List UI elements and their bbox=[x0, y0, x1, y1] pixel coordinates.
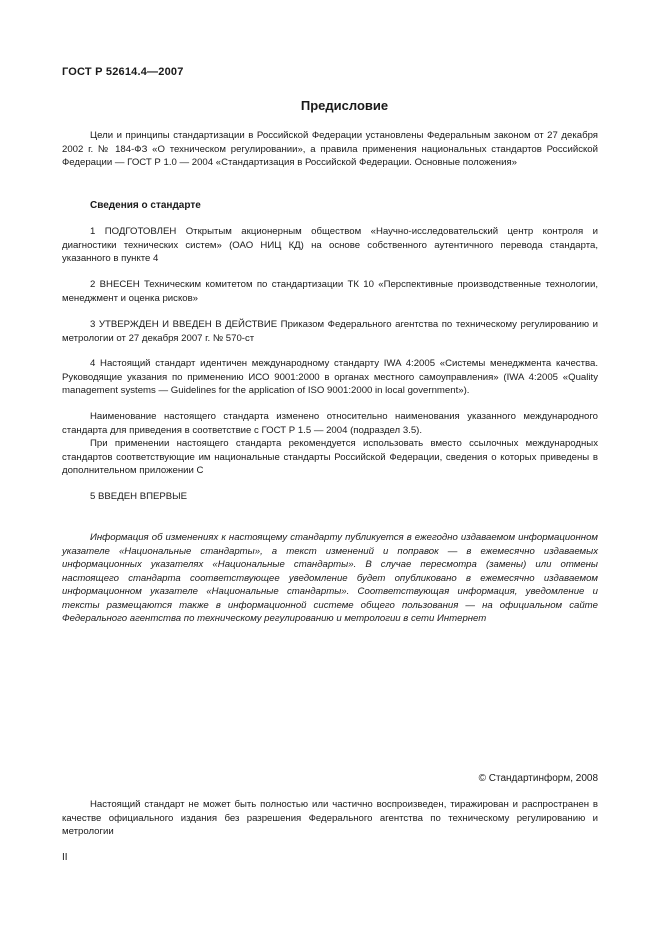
item-4: 4 Настоящий стандарт идентичен международному стандарту IWA 4:2005 «Системы менеджмента качества. Руководящие указания по применению ИСО 9001:2000 в органах местного самоуправления» (IWA 4:2005 «Quality management systems — Guidelines for the application of ISO 9001:2000 in local government»). bbox=[62, 358, 598, 396]
copyright: © Стандартинформ, 2008 bbox=[478, 773, 598, 784]
item-3: 3 УТВЕРЖДЕН И ВВЕДЕН В ДЕЙСТВИЕ Приказом Федерального агентства по техническому регулированию и метрологии от 27 декабря 2007 г. № 570-ст bbox=[62, 319, 598, 344]
item-4-note-refs: При применении настоящего стандарта рекомендуется использовать вместо ссылочных международных стандартов соответствующие им национальные стандарты Российской Федерации, сведения о которых приведены в дополнительном приложении С bbox=[62, 438, 598, 476]
item-5: 5 ВВЕДЕН ВПЕРВЫЕ bbox=[90, 491, 188, 502]
page-number: II bbox=[62, 852, 68, 863]
info-notice: Информация об изменениях к настоящему стандарту публикуется в ежегодно издаваемом информационном указателе «Национальные стандарты», а текст изменений и поправок — в ежемесячно издаваемых информационных указателях «Национальные стандарты». В случае пересмотра (замены) или отмены настоящего стандарта соответствующее уведомление будет опубликовано в ежемесячно издаваемом информационном указателе «Национальные стандарты». Соответствующая информация, уведомление и тексты размещаются также в информационной системе общего пользования — на официальном сайте Федерального агентства по техническому регулированию и метрологии в сети Интернет bbox=[62, 532, 598, 624]
reproduction-notice: Настоящий стандарт не может быть полностью или частично воспроизведен, тиражирован и распространен в качестве официального издания без разрешения Федерального агентства по техническому регулированию и метрологии bbox=[62, 799, 598, 837]
section-heading: Сведения о стандарте bbox=[90, 200, 201, 211]
standard-code: ГОСТ Р 52614.4—2007 bbox=[62, 66, 184, 78]
item-1: 1 ПОДГОТОВЛЕН Открытым акционерным обществом «Научно-исследовательский центр контроля и диагностики технических систем» (ОАО НИЦ КД) на основе собственного аутентичного перевода стандарта, указанного в пункте 4 bbox=[62, 226, 598, 264]
page-title: Предисловие bbox=[300, 98, 389, 113]
intro-paragraph: Цели и принципы стандартизации в Российской Федерации установлены Федеральным законом от 27 декабря 2002 г. № 184-ФЗ «О техническом регулировании», а правила применения национальных стандартов Российской Федерации — ГОСТ Р 1.0 — 2004 «Стандартизация в Российской Федерации. Основные положения» bbox=[62, 130, 598, 168]
item-2: 2 ВНЕСЕН Техническим комитетом по стандартизации ТК 10 «Перспективные производственные технологии, менеджмент и оценка рисков» bbox=[62, 279, 598, 304]
item-4-note-name: Наименование настоящего стандарта изменено относительно наименования указанного международного стандарта для приведения в соответствие с ГОСТ Р 1.5 — 2004 (подраздел 3.5). bbox=[62, 411, 598, 436]
